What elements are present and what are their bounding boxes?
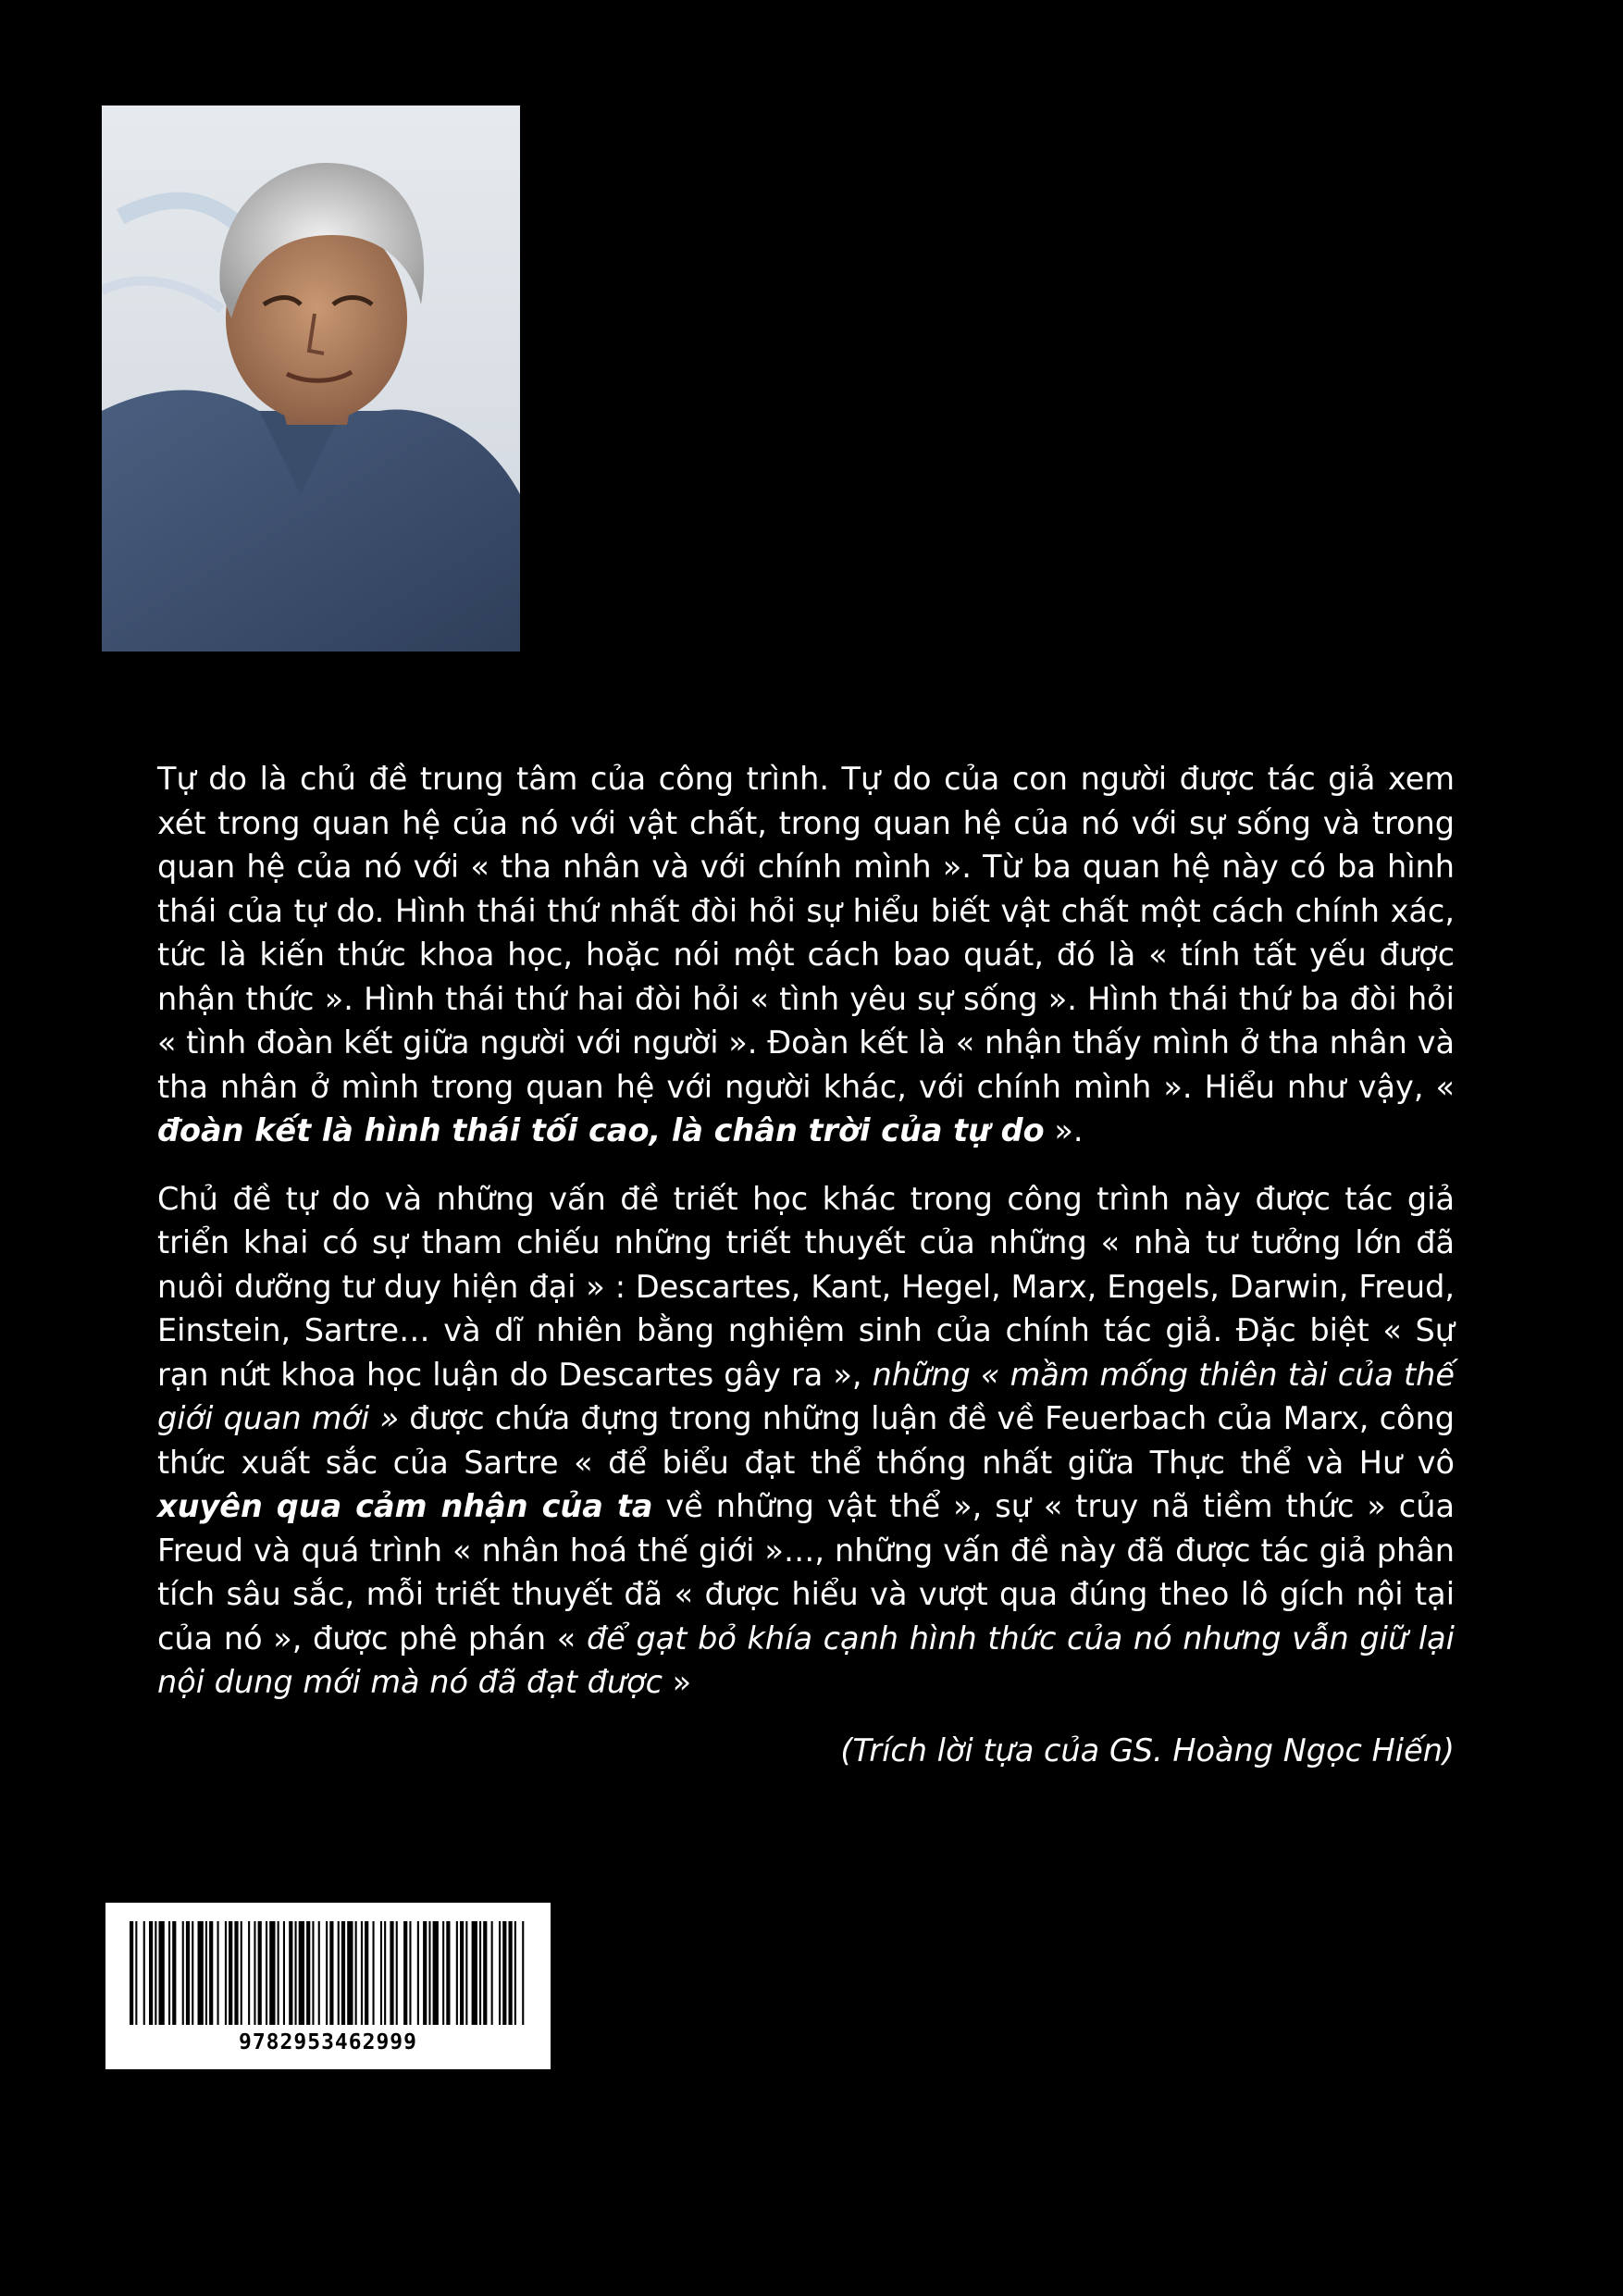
barcode-bar: [390, 1921, 393, 2025]
barcode-bar: [460, 1921, 464, 2025]
barcode-bar: [289, 1921, 292, 2025]
barcode-bar: [479, 1921, 481, 2025]
barcode-bar: [465, 1921, 467, 2025]
blurb-p1-emphasis: đoàn kết là hình thái tối cao, là chân trời của tự do: [157, 1112, 1045, 1148]
barcode-bar: [234, 1921, 238, 2025]
barcode-bar: [182, 1921, 184, 2025]
barcode-bar: [491, 1921, 493, 2025]
barcode-bar: [266, 1921, 267, 2025]
barcode-bar: [396, 1921, 398, 2025]
barcode-bar: [361, 1921, 363, 2025]
author-photo: [102, 105, 520, 652]
back-cover-blurb: [157, 757, 1455, 1772]
barcode-bar: [423, 1921, 427, 2025]
barcode-bar: [248, 1921, 250, 2025]
barcode-bar: [254, 1921, 255, 2025]
barcode-bar: [295, 1921, 297, 2025]
barcode-bar: [172, 1921, 176, 2025]
barcode-bar: [299, 1921, 304, 2025]
barcode-bar: [130, 1921, 133, 2025]
barcode-bar: [229, 1921, 232, 2025]
blurb-p2-bold-italic: xuyên qua cảm nhận của ta: [157, 1488, 653, 1524]
blurb-p1-text-a: Tự do là chủ đề trung tâm của công trình. Tự do của con người được tác giả xem xét trong quan hệ của nó với vật chất, trong quan hệ của nó với sự sống và trong quan hệ của nó với « tha nhân và với chính mình ». Từ ba quan hệ này có ba hình thái của tự do. Hình thái thứ nhất đòi hỏi sự hiểu biết vật chất một cách chính xác, tức là kiến thức khoa học, hoặc nói một cách bao quát, đó là « tính tất yếu được nhận thức ». Hình thái thứ hai đòi hỏi « tình yêu sự sống ». Hình thái thứ ba đòi hỏi « tình đoàn kết giữa người với người ». Đoàn kết là « nhận thấy mình ở tha nhân và tha nhân ở mình trong quan hệ với người khác, với chính mình ». Hiểu như vậy, «: [157, 761, 1455, 1105]
blurb-p2-text-a: Chủ đề tự do và những vấn đề triết học khác trong công trình này được tác giả triển khai có sự tham chiếu những triết thuyết của những « nhà tư tưởng lớn đã nuôi dưỡng tư duy hiện đại » : Descartes, Kant, Hegel, Marx, Engels, Darwin, Freud, Einstein, Sartre… và dĩ nhiên bằng nghiệm sinh của chính tác giả. Đặc biệt « Sự rạn nứt khoa học luận do Descartes gây ra »,: [157, 1180, 1455, 1393]
barcode-bar: [442, 1921, 444, 2025]
barcode-bar: [269, 1921, 275, 2025]
barcode-bar: [168, 1921, 170, 2025]
blurb-p1-text-b: ».: [1044, 1112, 1084, 1148]
barcode-bar: [499, 1921, 501, 2025]
barcode-bar: [186, 1921, 190, 2025]
barcode-bar: [241, 1921, 242, 2025]
barcode-bar: [428, 1921, 430, 2025]
barcode-bar: [409, 1921, 411, 2025]
barcode-bar: [456, 1921, 458, 2025]
barcode-bar: [258, 1921, 262, 2025]
barcode-bar: [318, 1921, 320, 2025]
barcode-bar: [338, 1921, 340, 2025]
barcode-bar: [522, 1921, 524, 2025]
barcode-bar: [149, 1921, 153, 2025]
barcode-bar: [417, 1921, 419, 2025]
barcode-bar: [326, 1921, 328, 2025]
barcode-bar: [373, 1921, 375, 2025]
barcode-bar: [483, 1921, 487, 2025]
blurb-paragraph-2: [157, 1177, 1455, 1705]
barcode-bar: [502, 1921, 506, 2025]
barcode-bar: [341, 1921, 345, 2025]
barcode-bar: [403, 1921, 407, 2025]
isbn-barcode: [105, 1903, 551, 2069]
barcode-bar: [155, 1921, 156, 2025]
barcode-bar: [433, 1921, 439, 2025]
barcode-bar: [306, 1921, 310, 2025]
barcode-bar: [143, 1921, 145, 2025]
barcode-bar: [278, 1921, 279, 2025]
barcode-bar: [283, 1921, 285, 2025]
barcode-bar: [329, 1921, 333, 2025]
isbn-number: 9782953462999: [238, 2030, 417, 2054]
barcode-bar: [135, 1921, 137, 2025]
barcode-bar: [365, 1921, 368, 2025]
barcode-bar: [209, 1921, 213, 2025]
barcode-bar: [509, 1921, 513, 2025]
blurb-p2-italic-1: những « mầm mống thiên tài của thế giới quan mới »: [157, 1356, 1455, 1436]
barcode-bar: [225, 1921, 227, 2025]
blurb-paragraph-1: [157, 757, 1455, 1153]
barcode-bar: [192, 1921, 193, 2025]
barcode-bar: [355, 1921, 357, 2025]
blurb-p2-italic-2: để gạt bỏ khía cạnh hình thức của nó nhưng vẫn giữ lại nội dung mới mà nó đã đạt được: [157, 1620, 1455, 1700]
barcode-bar: [514, 1921, 516, 2025]
barcode-bar: [347, 1921, 353, 2025]
barcode-bar: [159, 1921, 165, 2025]
barcode-bar: [205, 1921, 207, 2025]
barcode-bar: [198, 1921, 204, 2025]
barcode-bar: [380, 1921, 382, 2025]
barcode-bar: [312, 1921, 314, 2025]
preface-citation: (Trích lời tựa của GS. Hoàng Ngọc Hiến): [840, 1731, 1455, 1769]
barcode-bar: [446, 1921, 450, 2025]
blurb-p2-text-b: được chứa đựng trong những luận đề về Feuerbach của Marx, công thức xuất sắc của Sartre « để biểu đạt thể thống nhất giữa Thực thể và Hư vô: [157, 1400, 1455, 1481]
barcode-bar: [472, 1921, 477, 2025]
barcode-bar: [384, 1921, 386, 2025]
blurb-p2-text-c: về những vật thể », sự « truy nã tiềm thức » của Freud và quá trình « nhân hoá thế giới »…, những vấn đề này đã được tác giả phân tích sâu sắc, mỗi triết thuyết đã « được hiểu và vượt qua đúng theo lô gích nội tại của nó », được phê phán «: [157, 1488, 1455, 1657]
blurb-p2-text-d: »: [663, 1664, 692, 1700]
author-portrait-image: [102, 105, 520, 652]
barcode-bar: [217, 1921, 219, 2025]
